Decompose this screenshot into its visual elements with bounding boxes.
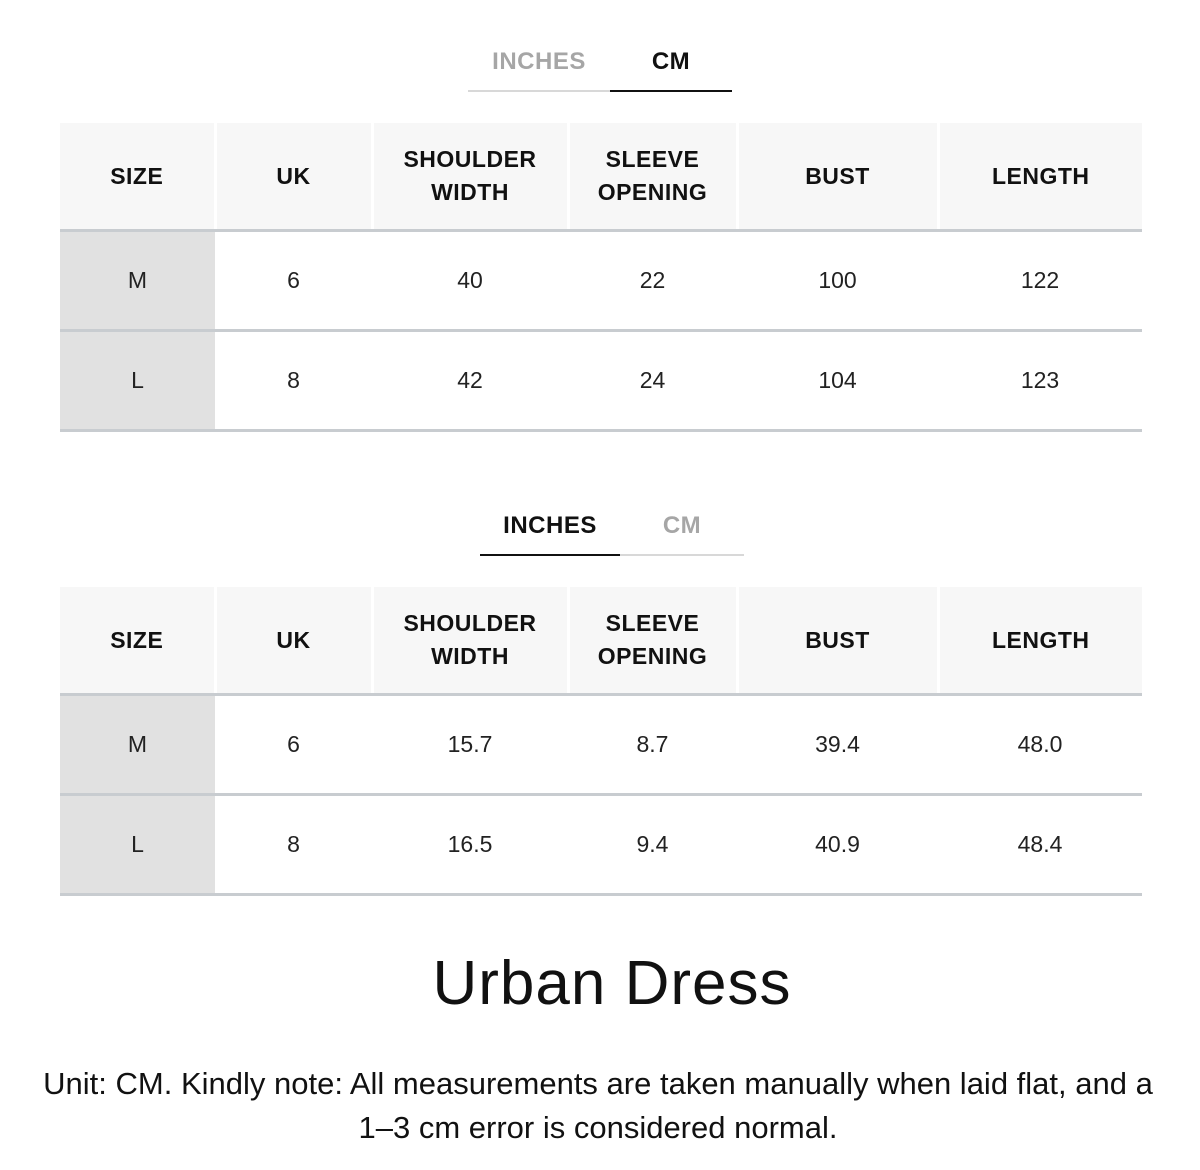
header-bust: BUST xyxy=(737,123,938,231)
cell-uk: 6 xyxy=(215,695,372,795)
header-shoulder-width: SHOULDER WIDTH xyxy=(372,123,568,231)
cell-bust: 100 xyxy=(737,231,938,331)
header-sleeve-opening: SLEEVE OPENING xyxy=(568,587,737,695)
tab-inches[interactable]: INCHES xyxy=(468,48,610,92)
cell-sleeve-opening: 9.4 xyxy=(568,795,737,895)
cell-sleeve-opening: 24 xyxy=(568,331,737,431)
cell-length: 122 xyxy=(938,231,1142,331)
size-table-inches xyxy=(60,587,1142,896)
cell-size: L xyxy=(60,795,215,895)
cell-length: 123 xyxy=(938,331,1142,431)
cell-shoulder-width: 16.5 xyxy=(372,795,568,895)
tab-inches[interactable]: INCHES xyxy=(480,512,620,556)
cell-size: M xyxy=(60,231,215,331)
cell-sleeve-opening: 8.7 xyxy=(568,695,737,795)
tab-cm[interactable]: CM xyxy=(620,512,744,556)
header-uk: UK xyxy=(215,123,372,231)
cell-size: L xyxy=(60,331,215,431)
cell-size: M xyxy=(60,695,215,795)
unit-tabs-cm-section xyxy=(468,48,732,94)
table-header-row xyxy=(60,587,1142,695)
cell-uk: 8 xyxy=(215,331,372,431)
cell-uk: 8 xyxy=(215,795,372,895)
cell-length: 48.0 xyxy=(938,695,1142,795)
cell-uk: 6 xyxy=(215,231,372,331)
table-row xyxy=(60,795,1142,895)
header-size: SIZE xyxy=(60,123,215,231)
table-row xyxy=(60,331,1142,431)
header-length: LENGTH xyxy=(938,587,1142,695)
cell-length: 48.4 xyxy=(938,795,1142,895)
header-bust: BUST xyxy=(737,587,938,695)
unit-tabs-inches-section xyxy=(480,512,744,558)
header-length: LENGTH xyxy=(938,123,1142,231)
product-title: Urban Dress xyxy=(432,949,792,1018)
cell-sleeve-opening: 22 xyxy=(568,231,737,331)
header-sleeve-opening: SLEEVE OPENING xyxy=(568,123,737,231)
cell-bust: 40.9 xyxy=(737,795,938,895)
measurement-note: Unit: CM. Kindly note: All measurements are taken manually when laid flat, and a 1–3 cm error is considered normal. xyxy=(43,1066,1153,1145)
cell-shoulder-width: 40 xyxy=(372,231,568,331)
table-row xyxy=(60,231,1142,331)
header-shoulder-width: SHOULDER WIDTH xyxy=(372,587,568,695)
cell-shoulder-width: 42 xyxy=(372,331,568,431)
header-size: SIZE xyxy=(60,587,215,695)
tab-cm[interactable]: CM xyxy=(610,48,732,92)
table-header-row xyxy=(60,123,1142,231)
cell-shoulder-width: 15.7 xyxy=(372,695,568,795)
table-row xyxy=(60,695,1142,795)
size-table-cm xyxy=(60,123,1142,432)
cell-bust: 104 xyxy=(737,331,938,431)
cell-bust: 39.4 xyxy=(737,695,938,795)
header-uk: UK xyxy=(215,587,372,695)
